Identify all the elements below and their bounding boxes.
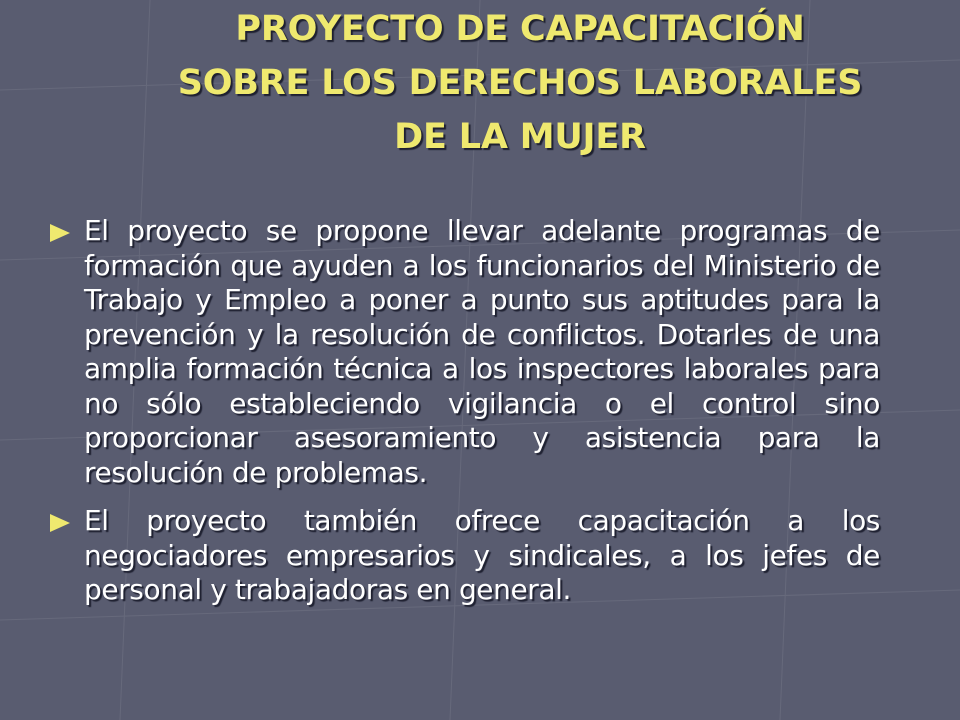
slide-title-line: DE LA MUJER [394, 117, 646, 157]
slide-title-line: PROYECTO DE CAPACITACIÓN [235, 9, 805, 49]
bullet-item [46, 504, 880, 608]
triangle-bullet-icon [50, 514, 70, 532]
bullet-item [46, 214, 880, 490]
bullet-text: El proyecto también ofrece capacitación a los negociadores empresarios y sindicales, a los jefes de personal y trabajadoras en general. [84, 504, 880, 606]
slide-title [90, 2, 950, 164]
slide-body [46, 214, 880, 622]
slide-title-line: SOBRE LOS DERECHOS LABORALES [177, 63, 863, 103]
bullet-text: El proyecto se propone llevar adelante programas de formación que ayuden a los funcionarios del Ministerio de Trabajo y Empleo a poner a punto sus aptitudes para la prevención y la resolución de conflictos. Dotarles de una amplia formación técnica a los inspectores laborales para no sólo estableciendo vigilancia o el control sino proporcionar asesoramiento y asistencia para la resolución de problemas. [84, 214, 880, 489]
triangle-bullet-icon [50, 224, 70, 242]
